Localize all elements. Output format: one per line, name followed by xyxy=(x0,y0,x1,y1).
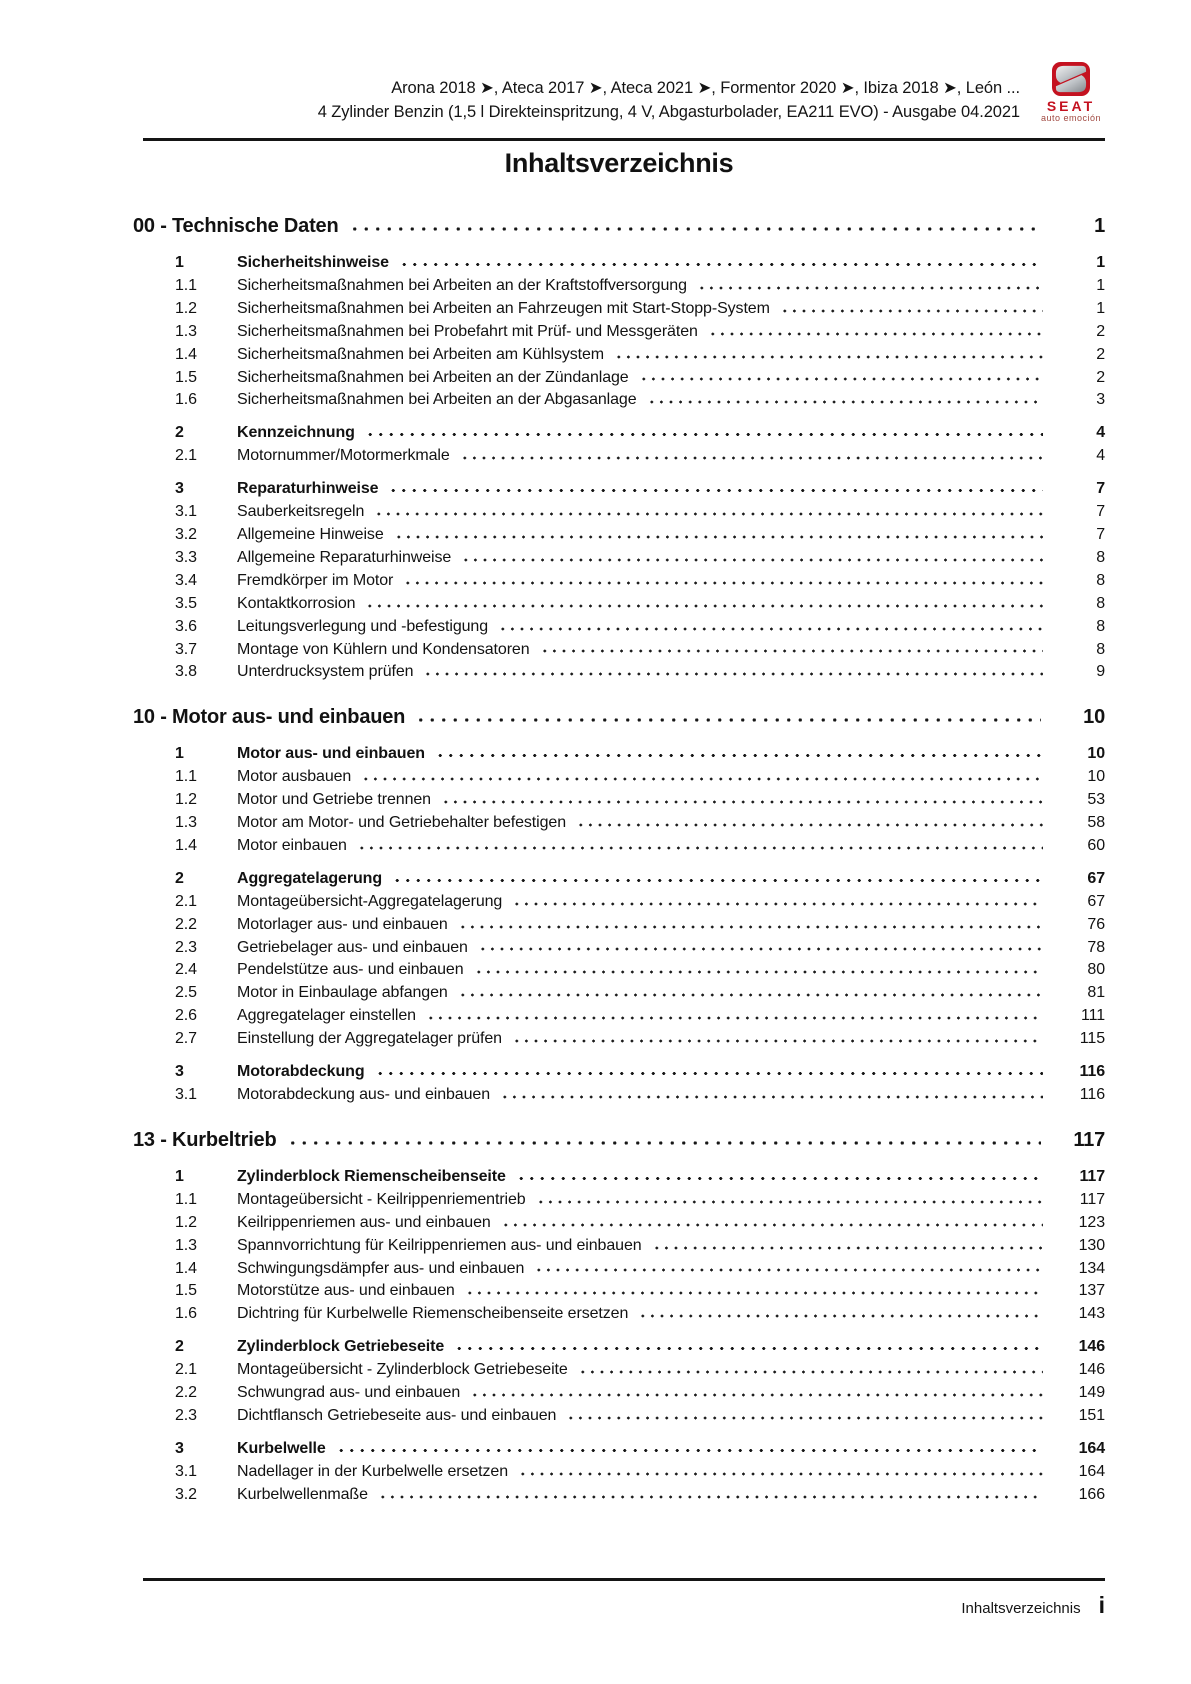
dot-leader xyxy=(435,743,1043,766)
dot-leader xyxy=(518,1461,1043,1484)
dot-leader xyxy=(403,570,1043,593)
toc xyxy=(133,210,1105,1507)
toc-entry-row xyxy=(133,1189,1105,1212)
entry-number: 3 xyxy=(175,1439,184,1457)
footer xyxy=(961,1592,1105,1619)
entry-title: Allgemeine Hinweise xyxy=(237,525,384,543)
entry-number: 1.1 xyxy=(175,768,197,786)
entry-title: Schwungrad aus- und einbauen xyxy=(237,1384,461,1402)
entry-number: 1.5 xyxy=(175,1282,197,1300)
toc-group-row xyxy=(133,1061,1105,1084)
entry-number: 2.1 xyxy=(175,892,197,910)
dot-leader xyxy=(638,1303,1043,1326)
entry-number: 1.2 xyxy=(175,299,197,317)
entry-page-number: 8 xyxy=(1096,640,1105,658)
toc-entry-row xyxy=(133,1405,1105,1428)
dot-leader xyxy=(458,982,1043,1005)
entry-number: 2 xyxy=(175,869,184,887)
toc-entry-row xyxy=(133,1005,1105,1028)
entry-title: Sicherheitsmaßnahmen bei Arbeiten an der Zündanlage xyxy=(237,368,629,386)
entry-page-number: 8 xyxy=(1096,617,1105,635)
entry-title: Sicherheitsmaßnahmen bei Arbeiten an der Kraftstoffversorgung xyxy=(237,276,687,294)
entry-title: Aggregatelagerung xyxy=(237,869,382,887)
dot-leader xyxy=(536,1189,1043,1212)
entry-title: Schwingungsdämpfer aus- und einbauen xyxy=(237,1259,525,1277)
toc-entry-row xyxy=(133,789,1105,812)
seat-tagline: auto emoción xyxy=(1040,113,1102,123)
toc-group-row xyxy=(133,478,1105,501)
entry-number: 3.5 xyxy=(175,594,197,612)
entry-page-number: 60 xyxy=(1087,836,1105,854)
header-divider xyxy=(143,138,1105,141)
entry-title: Motor ausbauen xyxy=(237,768,352,786)
toc-entry-row xyxy=(133,937,1105,960)
entry-number: 3.1 xyxy=(175,1462,197,1480)
toc-entry-row xyxy=(133,344,1105,367)
toc-entry-row xyxy=(133,1382,1105,1405)
entry-page-number: 149 xyxy=(1078,1384,1105,1402)
entry-number: 1.3 xyxy=(175,814,197,832)
footer-divider xyxy=(143,1578,1105,1581)
toc-section-heading xyxy=(133,1124,1105,1156)
entry-page-number: 151 xyxy=(1078,1406,1105,1424)
entry-page-number: 8 xyxy=(1096,571,1105,589)
entry-title: Motornummer/Motormerkmale xyxy=(237,447,450,465)
entry-title: Sicherheitsmaßnahmen bei Arbeiten am Kühlsystem xyxy=(237,345,605,363)
toc-entry-row xyxy=(133,616,1105,639)
entry-page-number: 76 xyxy=(1087,915,1105,933)
entry-title: Motor und Getriebe trennen xyxy=(237,791,431,809)
entry-title: Kontaktkorrosion xyxy=(237,594,356,612)
entry-number: 2 xyxy=(175,1338,184,1356)
toc-group-row xyxy=(133,743,1105,766)
toc-entry-row xyxy=(133,835,1105,858)
entry-number: 3.1 xyxy=(175,503,197,521)
entry-number: 1.4 xyxy=(175,836,197,854)
entry-number: 1.2 xyxy=(175,1213,197,1231)
entry-number: 1.4 xyxy=(175,1259,197,1277)
entry-page-number: 1 xyxy=(1096,299,1105,317)
entry-page-number: 123 xyxy=(1078,1213,1105,1231)
entry-title: Montageübersicht-Aggregatelagerung xyxy=(237,892,503,910)
entry-title: Getriebelager aus- und einbauen xyxy=(237,938,468,956)
entry-number: 1.2 xyxy=(175,791,197,809)
entry-title: Dichtflansch Getriebeseite aus- und einbauen xyxy=(237,1406,557,1424)
entry-number: 2.2 xyxy=(175,1384,197,1402)
entry-title: Reparaturhinweise xyxy=(237,480,379,498)
section-label: 13 - Kurbeltrieb xyxy=(133,1128,277,1151)
entry-page-number: 80 xyxy=(1087,961,1105,979)
entry-page-number: 10 xyxy=(1087,768,1105,786)
toc-group-row xyxy=(133,1438,1105,1461)
dot-leader xyxy=(534,1258,1043,1281)
entry-page-number: 134 xyxy=(1078,1259,1105,1277)
entry-page-number: 67 xyxy=(1087,869,1105,887)
dot-leader xyxy=(458,914,1043,937)
entry-number: 2.5 xyxy=(175,984,197,1002)
dot-leader xyxy=(780,298,1043,321)
header xyxy=(318,76,1020,124)
dot-leader xyxy=(349,210,1042,242)
dot-leader xyxy=(461,547,1043,570)
toc-group-row xyxy=(133,868,1105,891)
entry-title: Kennzeichnung xyxy=(237,424,355,442)
entry-number: 3.6 xyxy=(175,617,197,635)
entry-page-number: 146 xyxy=(1078,1338,1105,1356)
entry-page-number: 8 xyxy=(1096,594,1105,612)
entry-page-number: 130 xyxy=(1078,1236,1105,1254)
dot-leader xyxy=(465,1280,1043,1303)
entry-title: Aggregatelager einstellen xyxy=(237,1007,416,1025)
entry-title: Nadellager in der Kurbelwelle ersetzen xyxy=(237,1462,509,1480)
entry-page-number: 78 xyxy=(1087,938,1105,956)
entry-title: Motorabdeckung xyxy=(237,1063,365,1081)
entry-title: Sicherheitsmaßnahmen bei Probefahrt mit Prüf- und Messgeräten xyxy=(237,322,698,340)
toc-entry-row xyxy=(133,1359,1105,1382)
entry-page-number: 116 xyxy=(1079,1063,1105,1081)
entry-title: Motor aus- und einbauen xyxy=(237,745,425,763)
entry-page-number: 115 xyxy=(1079,1030,1105,1048)
entry-title: Spannvorrichtung für Keilrippenriemen aus- und einbauen xyxy=(237,1236,642,1254)
toc-entry-row xyxy=(133,570,1105,593)
entry-page-number: 1 xyxy=(1096,276,1105,294)
dot-leader xyxy=(426,1005,1043,1028)
entry-title: Sicherheitsmaßnahmen bei Arbeiten an Fahrzeugen mit Start-Stopp-System xyxy=(237,299,770,317)
seat-wordmark: SEAT xyxy=(1046,98,1096,114)
entry-title: Motorlager aus- und einbauen xyxy=(237,915,448,933)
entry-page-number: 3 xyxy=(1096,391,1105,409)
entry-number: 2.1 xyxy=(175,1361,197,1379)
toc-entry-row xyxy=(133,1461,1105,1484)
dot-leader xyxy=(512,891,1043,914)
entry-title: Kurbelwellenmaße xyxy=(237,1485,368,1503)
toc-entry-row xyxy=(133,445,1105,468)
header-engine-line: 4 Zylinder Benzin (1,5 l Direkteinspritzung, 4 V, Abgasturbolader, EA211 EVO) - Ausgabe 04.2021 xyxy=(317,103,1020,121)
dot-leader xyxy=(566,1405,1043,1428)
toc-entry-row xyxy=(133,298,1105,321)
toc-entry-row xyxy=(133,321,1105,344)
toc-entry-row xyxy=(133,1484,1105,1507)
dot-leader xyxy=(399,252,1043,275)
entry-title: Unterdrucksystem prüfen xyxy=(237,663,414,681)
toc-group-row xyxy=(133,1166,1105,1189)
dot-leader xyxy=(378,1484,1043,1507)
entry-title: Sicherheitsmaßnahmen bei Arbeiten an der Abgasanlage xyxy=(237,391,637,409)
toc-entry-row xyxy=(133,1303,1105,1326)
dot-leader xyxy=(357,835,1043,858)
entry-page-number: 137 xyxy=(1078,1282,1105,1300)
toc-entry-row xyxy=(133,639,1105,662)
toc-entry-row xyxy=(133,914,1105,937)
entry-page-number: 58 xyxy=(1087,814,1105,832)
entry-number: 1.1 xyxy=(175,276,197,294)
toc-section-heading xyxy=(133,210,1105,242)
dot-leader xyxy=(423,661,1043,684)
section-label: 00 - Technische Daten xyxy=(133,215,339,237)
entry-number: 3.1 xyxy=(175,1086,197,1103)
entry-number: 3.8 xyxy=(175,663,197,681)
entry-page-number: 164 xyxy=(1078,1439,1105,1457)
toc-entry-row xyxy=(133,766,1105,789)
toc-group-row xyxy=(133,252,1105,275)
seat-emblem-icon xyxy=(1033,60,1109,98)
entry-number: 1.6 xyxy=(175,391,197,409)
toc-group-row xyxy=(133,422,1105,445)
footer-label: Inhaltsverzeichnis xyxy=(961,1600,1081,1617)
toc-entry-row xyxy=(133,1212,1105,1235)
entry-title: Motor am Motor- und Getriebehalter befestigen xyxy=(237,814,567,832)
entry-number: 2.4 xyxy=(175,961,197,979)
entry-number: 2.3 xyxy=(175,938,197,956)
entry-title: Allgemeine Reparaturhinweise xyxy=(237,548,452,566)
entry-number: 2.2 xyxy=(175,915,197,933)
entry-number: 2.6 xyxy=(175,1007,197,1025)
entry-number: 1 xyxy=(175,745,184,763)
entry-page-number: 143 xyxy=(1078,1305,1105,1323)
entry-page-number: 166 xyxy=(1078,1485,1105,1503)
entry-title: Motor in Einbaulage abfangen xyxy=(237,984,448,1002)
dot-leader xyxy=(500,1084,1043,1107)
dot-leader xyxy=(441,789,1043,812)
entry-title: Motorstütze aus- und einbauen xyxy=(237,1282,455,1300)
toc-entry-row xyxy=(133,1235,1105,1258)
entry-title: Dichtring für Kurbelwelle Riemenscheibenseite ersetzen xyxy=(237,1305,629,1323)
toc-entry-row xyxy=(133,982,1105,1005)
dot-leader xyxy=(470,1382,1043,1405)
dot-leader xyxy=(392,868,1043,891)
dot-leader xyxy=(697,275,1043,298)
dot-leader xyxy=(708,321,1043,344)
entry-number: 3.2 xyxy=(175,1485,197,1503)
dot-leader xyxy=(375,1061,1044,1084)
entry-title: Leitungsverlegung und -befestigung xyxy=(237,617,489,635)
dot-leader xyxy=(512,1028,1043,1051)
entry-page-number: 9 xyxy=(1096,663,1105,681)
dot-leader xyxy=(540,639,1043,662)
dot-leader xyxy=(454,1336,1043,1359)
entry-title: Zylinderblock Getriebeseite xyxy=(237,1338,445,1356)
entry-title: Sicherheitshinweise xyxy=(237,254,389,271)
dot-leader xyxy=(336,1438,1043,1461)
entry-page-number: 8 xyxy=(1096,548,1105,566)
toc-entry-row xyxy=(133,1028,1105,1051)
section-page-number: 117 xyxy=(1073,1128,1105,1151)
dot-leader xyxy=(415,701,1041,733)
seat-logo xyxy=(1033,60,1109,124)
entry-page-number: 67 xyxy=(1087,892,1105,910)
dot-leader xyxy=(361,766,1043,789)
entry-number: 3 xyxy=(175,480,184,498)
entry-title: Fremdkörper im Motor xyxy=(237,571,394,589)
dot-leader xyxy=(501,1212,1043,1235)
entry-page-number: 2 xyxy=(1096,322,1105,340)
dot-leader xyxy=(498,616,1043,639)
entry-page-number: 1 xyxy=(1096,254,1105,271)
section-page-number: 10 xyxy=(1083,706,1105,729)
entry-number: 1.4 xyxy=(175,345,197,363)
toc-entry-row xyxy=(133,275,1105,298)
section-label: 10 - Motor aus- und einbauen xyxy=(133,706,406,729)
dot-leader xyxy=(474,959,1043,982)
toc-entry-row xyxy=(133,1084,1105,1107)
entry-title: Motor einbauen xyxy=(237,836,347,854)
toc-entry-row xyxy=(133,1280,1105,1303)
page-title: Inhaltsverzeichnis xyxy=(504,148,734,178)
entry-page-number: 4 xyxy=(1096,424,1105,442)
entry-title: Montageübersicht - Keilrippenriementrieb xyxy=(237,1190,526,1208)
dot-leader xyxy=(365,422,1043,445)
header-model-line: Arona 2018 ➤, Ateca 2017 ➤, Ateca 2021 ➤, Formentor 2020 ➤, Ibiza 2018 ➤, León ... xyxy=(391,79,1020,97)
entry-title: Motorabdeckung aus- und einbauen xyxy=(237,1086,490,1103)
toc-entry-row xyxy=(133,661,1105,684)
dot-leader xyxy=(388,478,1043,501)
entry-page-number: 7 xyxy=(1096,503,1105,521)
entry-page-number: 164 xyxy=(1078,1462,1105,1480)
entry-number: 3.3 xyxy=(175,548,197,566)
dot-leader xyxy=(365,593,1043,616)
entry-number: 3.7 xyxy=(175,640,197,658)
dot-leader xyxy=(652,1235,1043,1258)
entry-title: Sauberkeitsregeln xyxy=(237,503,365,521)
entry-page-number: 111 xyxy=(1080,1007,1105,1025)
entry-page-number: 4 xyxy=(1096,447,1105,465)
entry-page-number: 81 xyxy=(1087,984,1105,1002)
entry-number: 3 xyxy=(175,1063,184,1081)
entry-page-number: 7 xyxy=(1096,480,1105,498)
toc-entry-row xyxy=(133,959,1105,982)
dot-leader xyxy=(516,1166,1043,1189)
toc-entry-row xyxy=(133,593,1105,616)
toc-entry-row xyxy=(133,389,1105,412)
toc-entry-row xyxy=(133,547,1105,570)
entry-page-number: 117 xyxy=(1079,1190,1105,1208)
dot-leader xyxy=(287,1124,1042,1156)
entry-title: Pendelstütze aus- und einbauen xyxy=(237,961,464,979)
toc-section-heading xyxy=(133,701,1105,733)
entry-number: 1.3 xyxy=(175,322,197,340)
entry-title: Einstellung der Aggregatelager prüfen xyxy=(237,1030,502,1048)
toc-entry-row xyxy=(133,1258,1105,1281)
dot-leader xyxy=(576,812,1043,835)
toc-entry-row xyxy=(133,524,1105,547)
entry-page-number: 117 xyxy=(1079,1167,1105,1185)
dot-leader xyxy=(647,389,1043,412)
entry-number: 1.5 xyxy=(175,368,197,386)
dot-leader xyxy=(374,501,1043,524)
dot-leader xyxy=(639,367,1043,390)
dot-leader xyxy=(578,1359,1043,1382)
entry-page-number: 146 xyxy=(1078,1361,1105,1379)
entry-title: Montage von Kühlern und Kondensatoren xyxy=(237,640,530,658)
entry-title: Kurbelwelle xyxy=(237,1439,326,1457)
entry-page-number: 7 xyxy=(1096,525,1105,543)
footer-page-number: i xyxy=(1098,1592,1105,1618)
toc-entry-row xyxy=(133,891,1105,914)
entry-page-number: 10 xyxy=(1087,745,1105,763)
dot-leader xyxy=(460,445,1043,468)
entry-title: Keilrippenriemen aus- und einbauen xyxy=(237,1213,491,1231)
entry-number: 2.1 xyxy=(175,447,197,465)
entry-number: 2.7 xyxy=(175,1030,197,1048)
entry-title: Zylinderblock Riemenscheibenseite xyxy=(237,1167,506,1185)
entry-page-number: 2 xyxy=(1096,368,1105,386)
toc-entry-row xyxy=(133,501,1105,524)
toc-group-row xyxy=(133,1336,1105,1359)
entry-number: 2.3 xyxy=(175,1406,197,1424)
entry-page-number: 2 xyxy=(1096,345,1105,363)
entry-number: 1 xyxy=(175,254,184,271)
entry-title: Montageübersicht - Zylinderblock Getriebeseite xyxy=(237,1361,568,1379)
entry-page-number: 53 xyxy=(1087,791,1105,809)
dot-leader xyxy=(394,524,1043,547)
entry-number: 3.4 xyxy=(175,571,197,589)
entry-number: 2 xyxy=(175,424,184,442)
entry-number: 1.6 xyxy=(175,1305,197,1323)
dot-leader xyxy=(478,937,1043,960)
entry-number: 1.1 xyxy=(175,1190,197,1208)
entry-page-number: 116 xyxy=(1079,1086,1105,1103)
dot-leader xyxy=(614,344,1043,367)
toc-entry-row xyxy=(133,367,1105,390)
entry-number: 1.3 xyxy=(175,1236,197,1254)
section-page-number: 1 xyxy=(1094,215,1105,237)
entry-number: 3.2 xyxy=(175,525,197,543)
entry-number: 1 xyxy=(175,1167,184,1185)
toc-entry-row xyxy=(133,812,1105,835)
